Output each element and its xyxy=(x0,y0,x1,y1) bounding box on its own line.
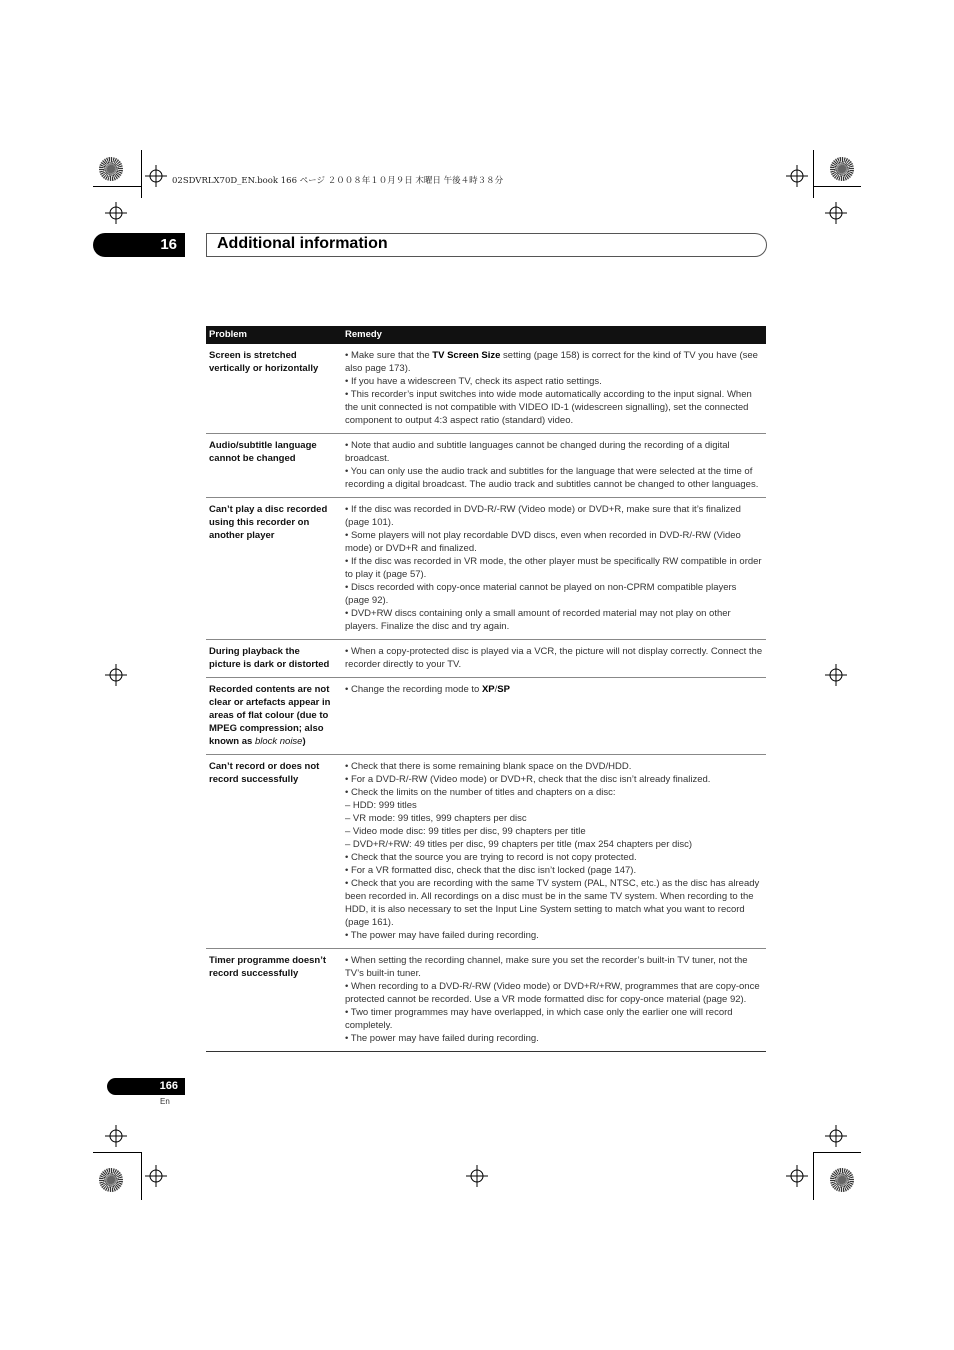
remedy-text: • Check that the source you are trying to record is not copy protected. xyxy=(345,852,637,863)
table-row xyxy=(206,434,766,498)
problem-line: Screen is stretched xyxy=(209,350,297,361)
problem-cell xyxy=(206,640,342,678)
problem-line: Timer programme doesn’t xyxy=(209,955,327,966)
problem-line: areas of flat colour (due to xyxy=(209,710,329,721)
registration-dial-icon xyxy=(99,157,123,181)
remedy-text: • When a copy-protected disc is played via a VCR, the picture will not display correctly. Connect the recorder directly to your TV. xyxy=(345,646,763,670)
remedy-text: • The power may have failed during recording. xyxy=(345,930,539,941)
language-code: En xyxy=(160,1097,170,1106)
remedy-text: – Video mode disc: 99 titles per disc, 99 chapters per title xyxy=(345,826,586,837)
crosshair-icon xyxy=(825,1125,847,1147)
table-body xyxy=(206,344,766,1052)
header-problem: Problem xyxy=(206,326,342,344)
remedy-text: • Two timer programmes may have overlapped, in which case only the earlier one will record completely. xyxy=(345,1007,733,1031)
remedy-item xyxy=(345,877,763,929)
table-header-row xyxy=(206,326,766,344)
remedy-text: • Note that audio and subtitle languages cannot be changed during the recording of a digital broadcast. xyxy=(345,440,730,464)
remedy-item xyxy=(345,1032,763,1045)
remedy-text: – DVD+R/+RW: 49 titles per disc, 99 chapters per title (max 254 chapters per disc) xyxy=(345,839,693,850)
remedy-text: – VR mode: 99 titles, 999 chapters per disc xyxy=(345,813,527,824)
remedy-item xyxy=(345,349,763,375)
registration-dial-icon xyxy=(99,1168,123,1192)
remedy-item xyxy=(345,375,763,388)
problem-cell xyxy=(206,949,342,1052)
problem-line: Can’t play a disc recorded xyxy=(209,504,328,515)
table-row xyxy=(206,344,766,434)
problem-line: record successfully xyxy=(209,774,299,785)
chapter-tab xyxy=(93,233,185,257)
remedy-item xyxy=(345,980,763,1006)
header-remedy: Remedy xyxy=(342,326,766,344)
troubleshooting-table xyxy=(206,326,766,1052)
problem-term: block noise xyxy=(254,736,303,747)
crosshair-icon xyxy=(145,1165,167,1187)
registration-dial-icon xyxy=(830,1168,854,1192)
remedy-text: • Check that there is some remaining blank space on the DVD/HDD. xyxy=(345,761,632,772)
remedy-item xyxy=(345,838,763,851)
remedy-text: • If the disc was recorded in DVD-R/-RW (Video mode) or DVD+R, make sure that it’s finalized (page 101). xyxy=(345,504,741,528)
problem-line: Audio/subtitle language xyxy=(209,440,317,451)
remedy-text: • The power may have failed during recording. xyxy=(345,1033,539,1044)
remedy-text: • For a DVD-R/-RW (Video mode) or DVD+R, check that the disc isn’t already finalized. xyxy=(345,774,711,785)
remedy-item xyxy=(345,555,763,581)
remedy-text: • This recorder’s input switches into wide mode automatically according to the input signal. When the unit connected is not compatible with VIDEO ID-1 (widescreen signalling), set the connected component to output 4:3 aspect ratio (standard) video. xyxy=(345,389,752,426)
remedy-text: • DVD+RW discs containing only a small amount of recorded material may not play on other players. Finalize the disc and try again. xyxy=(345,608,731,632)
problem-line xyxy=(209,735,339,748)
remedy-text: setting (page 158) is correct for the kind of TV you have (see also page 173). xyxy=(345,350,758,374)
registration-dial-icon xyxy=(830,157,854,181)
remedy-cell xyxy=(342,498,766,640)
remedy-text: • If you have a widescreen TV, check its aspect ratio settings. xyxy=(345,376,602,387)
remedy-item xyxy=(345,465,763,491)
crosshair-icon xyxy=(105,1125,127,1147)
crosshair-icon xyxy=(105,664,127,686)
remedy-item xyxy=(345,799,763,812)
remedy-text: • When setting the recording channel, make sure you set the recorder’s built-in TV tuner, not the TV’s built-in tuner. xyxy=(345,955,748,979)
remedy-item xyxy=(345,1006,763,1032)
problem-cell xyxy=(206,678,342,755)
remedy-item xyxy=(345,529,763,555)
remedy-item xyxy=(345,503,763,529)
table-row xyxy=(206,640,766,678)
remedy-text: • Change the recording mode to xyxy=(345,684,482,695)
crosshair-icon xyxy=(105,202,127,224)
remedy-item xyxy=(345,773,763,786)
crosshair-icon xyxy=(145,165,167,187)
problem-line: clear or artefacts appear in xyxy=(209,697,331,708)
remedy-text: • If the disc was recorded in VR mode, the other player must be specifically RW compatible in order to play it (page 57). xyxy=(345,556,762,580)
problem-line: Can’t record or does not xyxy=(209,761,320,772)
problem-line: using this recorder on xyxy=(209,517,310,528)
page-number-tab xyxy=(107,1078,185,1095)
remedy-cell xyxy=(342,755,766,949)
problem-line: another player xyxy=(209,530,275,541)
table-row xyxy=(206,498,766,640)
remedy-item xyxy=(345,607,763,633)
remedy-item xyxy=(345,645,763,671)
table-row xyxy=(206,678,766,755)
remedy-text: • Some players will not play recordable DVD discs, even when recorded in DVD-R/-RW (Video mode) or DVD+R and finalized. xyxy=(345,530,741,554)
problem-cell xyxy=(206,498,342,640)
remedy-cell xyxy=(342,949,766,1052)
remedy-item xyxy=(345,864,763,877)
problem-line: picture is dark or distorted xyxy=(209,659,330,670)
remedy-item xyxy=(345,581,763,607)
remedy-item xyxy=(345,760,763,773)
remedy-item xyxy=(345,954,763,980)
crosshair-icon xyxy=(786,1165,808,1187)
problem-line: vertically or horizontally xyxy=(209,363,319,374)
problem-line: MPEG compression; also xyxy=(209,723,324,734)
remedy-item xyxy=(345,439,763,465)
setting-name: XP xyxy=(481,684,495,695)
problem-line: Recorded contents are not xyxy=(209,684,330,695)
remedy-cell xyxy=(342,678,766,755)
remedy-text: – HDD: 999 titles xyxy=(345,800,417,811)
problem-cell xyxy=(206,344,342,434)
problem-text: known as xyxy=(209,736,255,747)
problem-line: cannot be changed xyxy=(209,453,296,464)
remedy-item xyxy=(345,786,763,799)
remedy-item xyxy=(345,683,763,696)
remedy-text: / xyxy=(494,684,498,695)
remedy-item xyxy=(345,812,763,825)
remedy-item xyxy=(345,929,763,942)
remedy-item xyxy=(345,388,763,427)
section-header xyxy=(206,233,767,257)
remedy-item xyxy=(345,825,763,838)
problem-cell xyxy=(206,434,342,498)
problem-line: record successfully xyxy=(209,968,299,979)
crosshair-icon xyxy=(825,664,847,686)
setting-name: SP xyxy=(497,684,510,695)
problem-line: During playback the xyxy=(209,646,300,657)
remedy-text: • Discs recorded with copy-once material cannot be played on non-CPRM compatible players (page 92). xyxy=(345,582,737,606)
remedy-cell xyxy=(342,434,766,498)
remedy-item xyxy=(345,851,763,864)
remedy-text: • For a VR formatted disc, check that the disc isn’t locked (page 147). xyxy=(345,865,637,876)
remedy-cell xyxy=(342,640,766,678)
problem-cell xyxy=(206,755,342,949)
crosshair-icon xyxy=(825,202,847,224)
page-number: 166 xyxy=(159,1080,178,1092)
table-row xyxy=(206,755,766,949)
setting-name: TV Screen Size xyxy=(432,350,501,361)
table-row xyxy=(206,949,766,1052)
print-info-line: 02SDVRLX70D_EN.book 166 ページ ２００８年１０月９日 木曜日 午後４時３８分 xyxy=(172,176,504,186)
crosshair-icon xyxy=(786,165,808,187)
remedy-text: • Check that you are recording with the same TV system (PAL, NTSC, etc.) as the disc has already been recorded in. All recordings on a disc must be in the same TV system. When recording to the HDD, it is also necessary to set the Input Line System setting to match what you want to record (page 161). xyxy=(345,878,760,928)
crosshair-icon xyxy=(466,1165,488,1187)
remedy-cell xyxy=(342,344,766,434)
remedy-text: • You can only use the audio track and subtitles for the language that were selected at the time of recording a digital broadcast. The audio track and subtitles cannot be changed to other languages. xyxy=(345,466,759,490)
section-title: Additional information xyxy=(217,235,388,252)
remedy-text: • Check the limits on the number of titles and chapters on a disc: xyxy=(345,787,616,798)
remedy-text: • Make sure that the xyxy=(345,350,433,361)
chapter-number: 16 xyxy=(160,236,177,253)
remedy-text: • When recording to a DVD-R/-RW (Video mode) or DVD+R/+RW, programmes that are copy-once protected cannot be recorded. Use a VR mode formatted disc for copy-once material (page 92). xyxy=(345,981,760,1005)
problem-text: ) xyxy=(302,736,306,747)
